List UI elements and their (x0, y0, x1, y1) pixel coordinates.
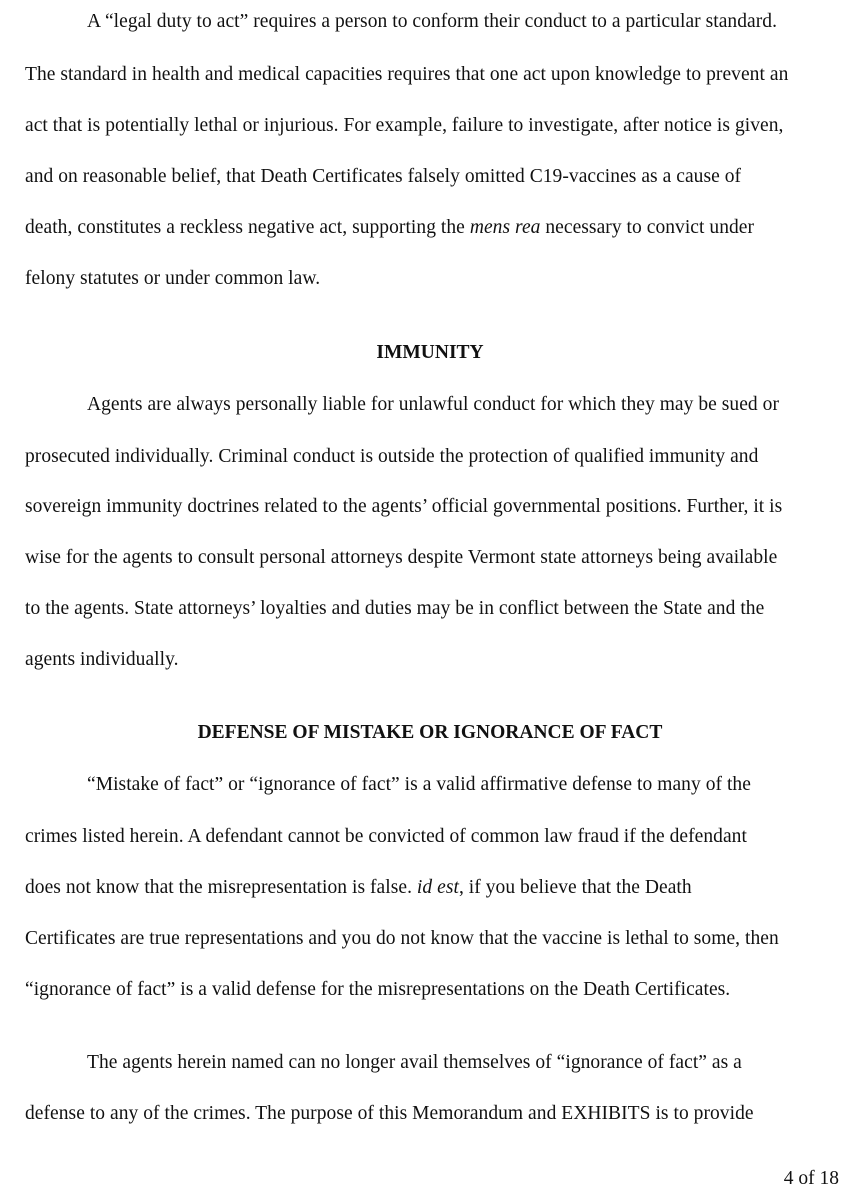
mistake-of-fact-heading: DEFENSE OF MISTAKE OR IGNORANCE OF FACT (197, 722, 663, 743)
legal-duty-line-2: The standard in health and medical capacities requires that one act upon knowledge to prevent an (25, 64, 789, 85)
legal-duty-line-1: A “legal duty to act” requires a person to conform their conduct to a particular standard. (87, 11, 777, 32)
immunity-line-4: wise for the agents to consult personal attorneys despite Vermont state attorneys being available (25, 547, 778, 568)
mistake-line-5: “ignorance of fact” is a valid defense for the misrepresentations on the Death Certificates. (25, 979, 731, 1000)
legal-duty-line-5-end: necessary to convict under (540, 217, 755, 238)
legal-duty-line-6: felony statutes or under common law. (25, 268, 321, 289)
mistake-line-2: crimes listed herein. A defendant cannot be convicted of common law fraud if the defendant (25, 826, 747, 847)
immunity-line-2: prosecuted individually. Criminal conduct is outside the protection of qualified immunity and (25, 446, 759, 467)
mistake-line-3-start: does not know that the misrepresentation is false. (25, 877, 417, 898)
legal-duty-line-3: act that is potentially lethal or injurious. For example, failure to investigate, after notice is given, (25, 115, 784, 136)
legal-duty-line-5 (25, 216, 754, 240)
id-est-term: id est (416, 877, 459, 898)
agents-paragraph-line-1: The agents herein named can no longer avail themselves of “ignorance of fact” as a (87, 1052, 742, 1073)
mistake-line-4: Certificates are true representations and you do not know that the vaccine is lethal to some, then (25, 928, 779, 949)
legal-duty-line-5-start: death, constitutes a reckless negative act, supporting the (25, 217, 470, 238)
mistake-line-3 (25, 876, 692, 900)
immunity-line-6: agents individually. (25, 649, 179, 670)
legal-duty-line-4: and on reasonable belief, that Death Certificates falsely omitted C19-vaccines as a cause of (25, 166, 742, 187)
mistake-line-3-end: , if you believe that the Death (458, 877, 692, 898)
agents-paragraph-line-2: defense to any of the crimes. The purpose of this Memorandum and EXHIBITS is to provide (25, 1103, 754, 1124)
immunity-line-3: sovereign immunity doctrines related to the agents’ official governmental positions. Further, it is (25, 496, 783, 517)
immunity-heading: IMMUNITY (376, 342, 484, 363)
mistake-line-1: “Mistake of fact” or “ignorance of fact” is a valid affirmative defense to many of the (87, 774, 751, 795)
page-number: 4 of 18 (783, 1168, 839, 1189)
immunity-line-1: Agents are always personally liable for unlawful conduct for which they may be sued or (87, 394, 779, 415)
immunity-line-5: to the agents. State attorneys’ loyalties and duties may be in conflict between the State and the (25, 598, 765, 619)
mens-rea-term: mens rea (469, 217, 541, 238)
